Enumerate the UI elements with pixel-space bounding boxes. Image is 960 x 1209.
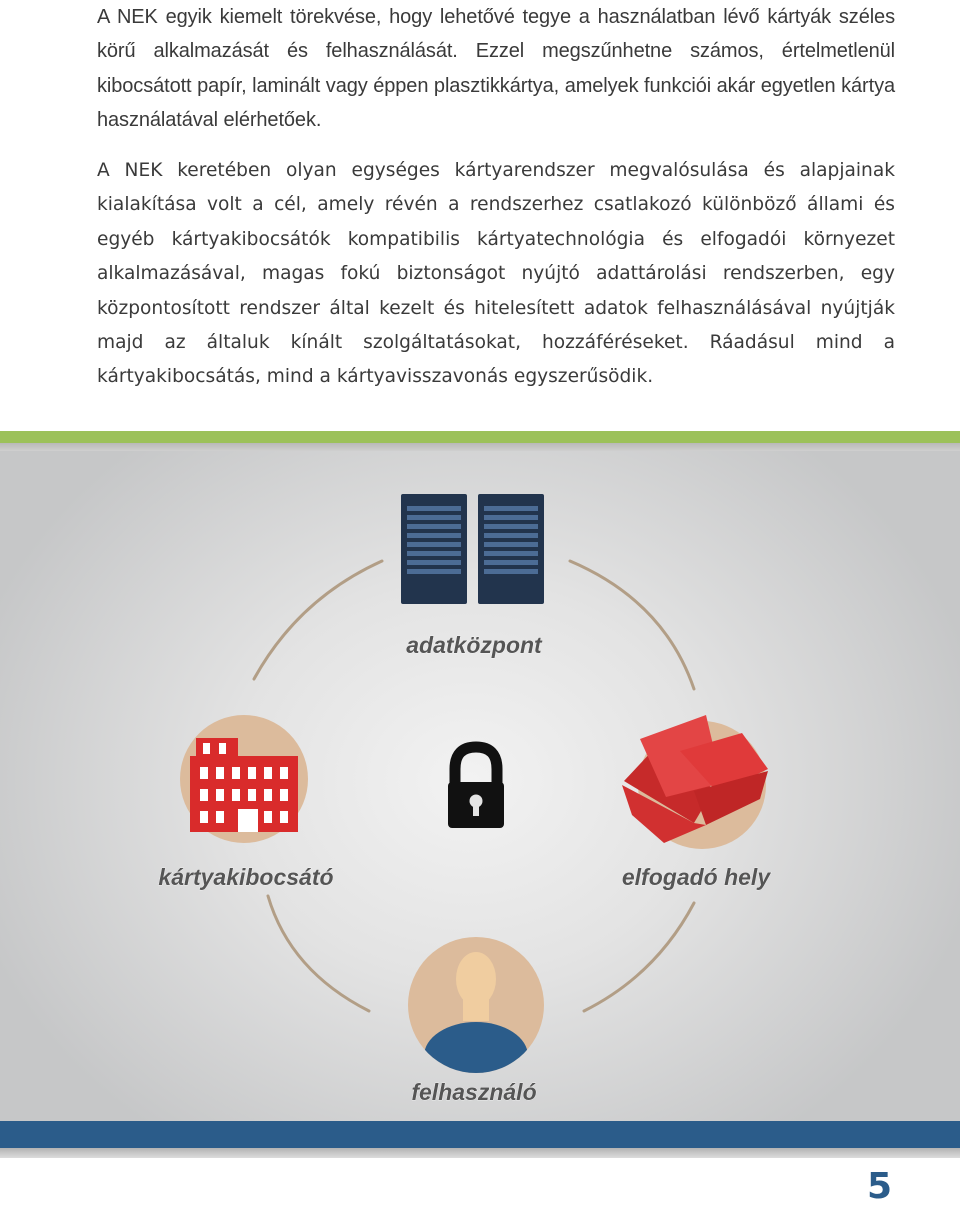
green-divider	[0, 431, 960, 443]
page-number: 5	[866, 1166, 892, 1207]
footer-bar-shadow	[0, 1148, 960, 1158]
label-user: felhasználó	[411, 1079, 537, 1105]
padlock-icon	[448, 747, 504, 828]
intro-paragraph: A NEK egyik kiemelt törekvése, hogy lehetővé tegye a használatban lévő kártyák széles körű alkalmazását és felhasználását. Ezzel megszűnhetne számos, értelmetlenül kibocsátott papír, laminált vagy éppen plasztikkártya, amelyek funkciói akár egyetlen kártya használatával elérhetőek.	[97, 6, 895, 132]
label-datacenter: adatközpont	[406, 632, 542, 658]
divider-shadow	[0, 443, 960, 451]
building-icon	[180, 715, 308, 843]
label-acceptor: elfogadó hely	[621, 864, 771, 890]
person-icon	[408, 937, 544, 1090]
blue-footer-bar	[0, 1121, 960, 1148]
label-issuer: kártyakibocsátó	[158, 864, 334, 890]
nek-diagram	[0, 451, 960, 1121]
server-icon	[401, 494, 544, 604]
body-paragraph: A NEK keretében olyan egységes kártyarendszer megvalósulása és alapjainak kialakítása volt a cél, amely révén a rendszerhez csatlakozó különböző állami és egyéb kártyakibocsátók kompatibilis kártyatechnológia és elfogadói környezet alkalmazásával, magas fokú biztonságot nyújtó adattárolási rendszerben, egy központosított rendszer által kezelt és hitelesített adatok felhasználásával nyújtják majd az általuk kínált szolgáltatásokat, hozzáféréseket. Ráadásul mind a kártyakibocsátás, mind a kártyavisszavonás egyszerűsödik.	[97, 160, 895, 388]
diagram-panel	[0, 451, 960, 1121]
open-book-icon	[622, 715, 768, 849]
